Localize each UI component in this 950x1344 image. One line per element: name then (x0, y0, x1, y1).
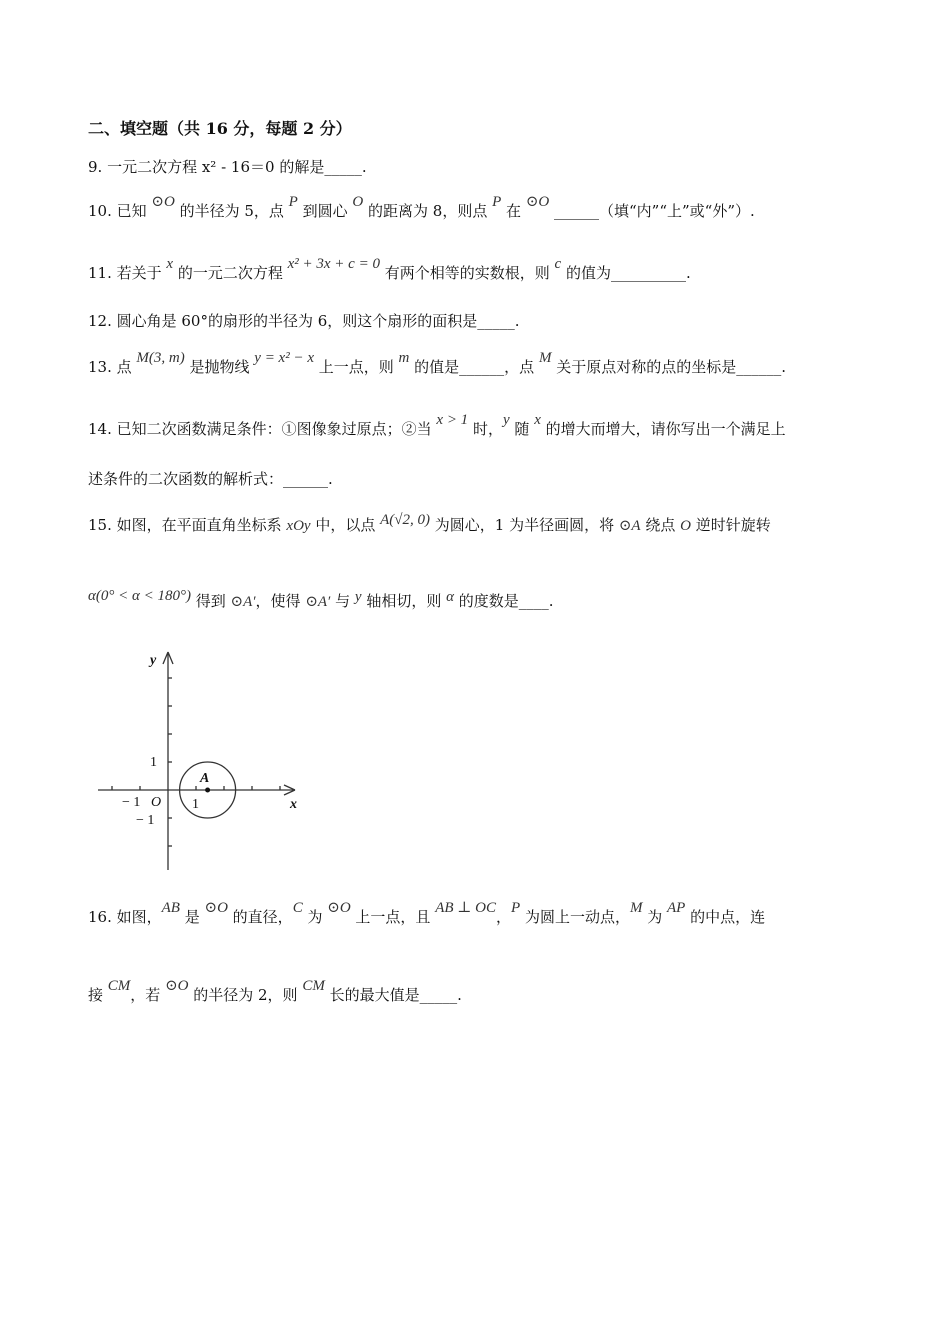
question-15: 15. 如图，在平面直角坐标系 xOy 中，以点 A(√2, 0) 为圆心，1 为半径画圆，将 ⊙A 绕点 O 逆时针旋转 (88, 512, 771, 534)
origin-label: O (151, 795, 162, 810)
point-a-label: A (200, 771, 210, 786)
question-15-line2: α(0° < α < 180°) 得到 ⊙A′，使得 ⊙A′ 与 y 轴相切，则 α 的度数是____. (88, 588, 554, 610)
question-13: 13. 点 M(3, m) 是抛物线 y = x² − x 上一点，则 m 的值是______，点 M 关于原点对称的点的坐标是______. (88, 350, 786, 376)
y-axis-label: y (150, 653, 157, 668)
question-14-line2: 述条件的二次函数的解析式：______. (88, 470, 333, 488)
point-a (205, 788, 210, 793)
coordinate-figure (90, 648, 320, 878)
question-9: 9. 一元二次方程 x² - 16＝0 的解是_____. (88, 158, 367, 176)
x-tick-1-label: 1 (192, 797, 199, 812)
y-tick-neg1-label: − 1 (136, 813, 155, 828)
question-11: 11. 若关于 x 的一元二次方程 x² + 3x + c = 0 有两个相等的实数根，则 c 的值为__________. (88, 256, 691, 282)
question-16-line2: 接 CM，若 ⊙O 的半径为 2，则 CM 长的最大值是_____. (88, 978, 462, 1004)
question-12: 12. 圆心角是 60°的扇形的半径为 6，则这个扇形的面积是_____. (88, 312, 520, 330)
question-16: 16. 如图，AB 是 ⊙O 的直径，C 为 ⊙O 上一点，且 AB ⊥ OC，P 为圆上一动点，M 为 AP 的中点，连 (88, 900, 766, 926)
x-tick-neg1-label: − 1 (122, 795, 141, 810)
section-title: 二、填空题（共 16 分，每题 2 分） (88, 119, 352, 138)
x-axis-label: x (290, 797, 297, 812)
question-14: 14. 已知二次函数满足条件：①图像象过原点；②当 x > 1 时，y 随 x 的增大而增大，请你写出一个满足上 (88, 412, 786, 438)
question-10: 10. 已知 ⊙O 的半径为 5，点 P 到圆心 O 的距离为 8，则点 P 在 ⊙O ______（填“内”“上”或“外”）. (88, 194, 755, 220)
y-tick-1-label: 1 (150, 755, 157, 770)
